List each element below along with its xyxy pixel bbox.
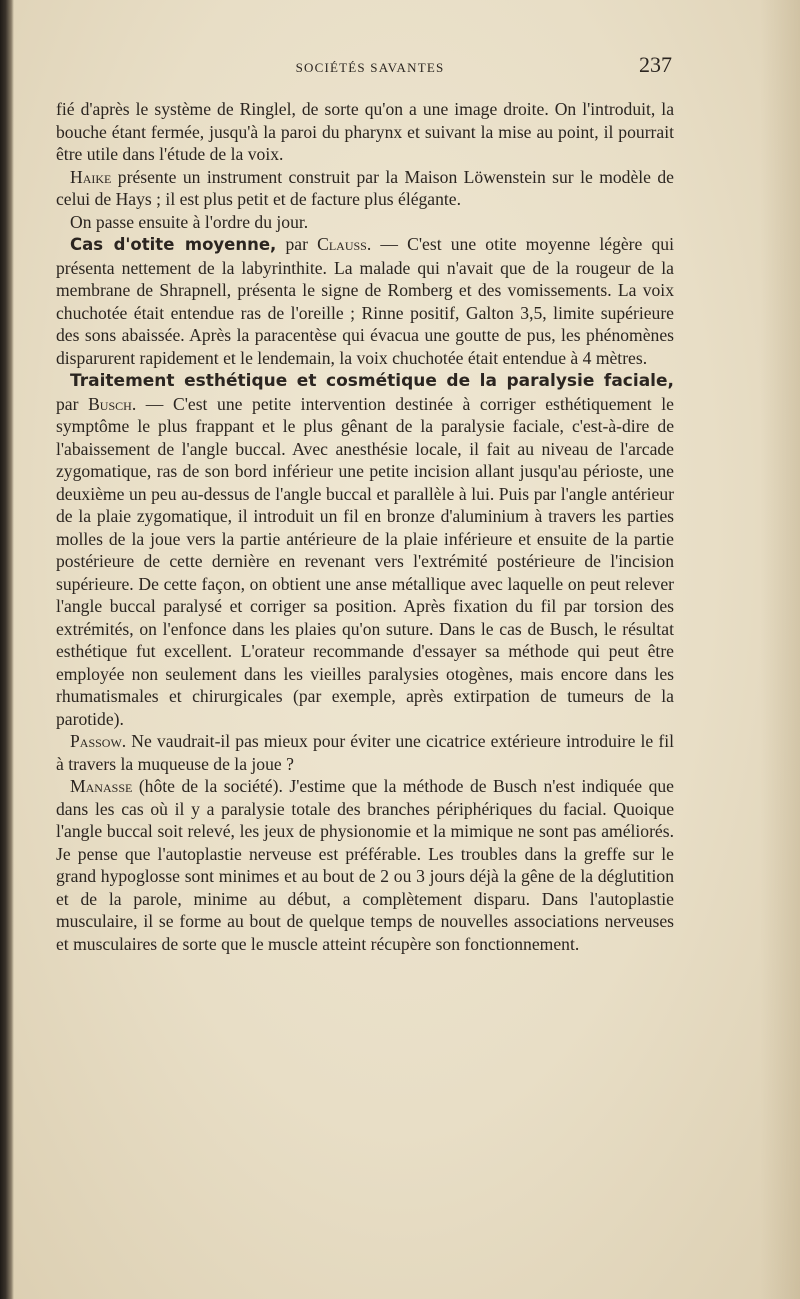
by-word: par (56, 393, 89, 414)
page-edge-tint (760, 0, 800, 1299)
running-head (60, 52, 680, 84)
paragraph-otite (56, 233, 674, 369)
paragraph-passow (56, 730, 674, 775)
author-name: Clauss (317, 234, 367, 254)
paragraph-traitement (56, 369, 674, 730)
speaker-name: Passow (70, 731, 122, 751)
paragraph-text: . — C'est une petite intervention destinée à corriger esthétiquement le symptôme le plus frappant et le plus gênant de la paralysie faciale, c'est-à-dire de l'abaissement de l'angle buccal. Avec anesthésie locale, il fait au niveau de l'arcade zygomatique, ras de son bord inférieur une petite incision allant jusqu'au périoste, une deuxième un peu au-dessus de l'angle buccal et parallèle à lui. Puis par l'angle antérieur de la plaie zygomatique, il introduit un fil en bronze d'aluminium à travers les parties molles de la joue vers la partie antérieure de la plaie inférieure et ensuite de la partie postérieure de cette dernière en revenant vers l'extrémité postérieure de l'incision supérieure. De cette façon, on obtient une anse métallique avec laquelle on peut relever l'angle buccal paralysé et corriger sa position. Après fixation du fil par torsion des extrémités, on l'enfonce dans les plaies qu'on suture. Dans le cas de Busch, le résultat esthétique fut excellent. L'orateur recommande d'essayer sa méthode qui peut être employée non seulement dans les vieilles paralysies otogènes, mais encore dans les rhumatismales et chirurgicales (par exemple, après extirpation de tumeurs de la parotide). (56, 393, 674, 729)
paragraph-text: présente un instrument construit par la Maison Löwenstein sur le modèle de celui de Hays ; il est plus petit et de facture plus élégante. (56, 166, 674, 209)
section-heading: Traitement esthétique et cosmétique de la paralysie faciale, (70, 371, 674, 391)
paragraph-agenda: On passe ensuite à l'ordre du jour. (70, 211, 309, 232)
book-spine-shadow (0, 0, 14, 1299)
paragraph-text: (hôte de la société). J'estime que la méthode de Busch n'est indiquée que dans les cas où il y a paralysie totale des branches périphériques du facial. Quoique l'angle buccal soit relevé, les jeux de physionomie et la mimique ne sont pas améliorés. Je pense que l'autoplastie nerveuse est préférable. Les troubles dans la greffe sur le grand hypoglosse sont minimes et au bout de 2 ou 3 jours déjà la gêne de la déglutition et de la parole, minime au début, a complètement disparu. Dans l'autoplastie musculaire, il se forme au bout de quelque temps de nouvelles associations nerveuses et musculaires de sorte que le muscle atteint récupère son fonctionnement. (56, 776, 674, 954)
by-word: par (276, 234, 318, 254)
speaker-name: Haike (70, 166, 112, 187)
page-number: 237 (639, 52, 672, 77)
running-title: SOCIÉTÉS SAVANTES (295, 60, 445, 75)
paragraph-continued: fié d'après le système de Ringlel, de sorte qu'on a une image droite. On l'introduit, la bouche étant fermée, jusqu'à la paroi du pharynx et suivant la mise au point, il pourrait être utile dans l'étude de la voix. (56, 99, 674, 164)
author-name: Busch (88, 393, 132, 414)
paragraph-text: . Ne vaudrait-il pas mieux pour éviter une cicatrice extérieure introduire le fil à travers la muqueuse de la joue ? (56, 731, 674, 774)
section-heading: Cas d'otite moyenne, (70, 235, 277, 254)
paragraph-haike (56, 166, 674, 211)
paragraph-manasse (56, 775, 674, 955)
paragraph-text: . — C'est une otite moyenne légère qui présenta nettement de la labyrinthite. La malade qui n'avait que de la rougeur de la membrane de Shrapnell, présenta le signe de Romberg et des vomissements. La voix chuchotée était entendue ras de l'oreille ; Rinne positif, Galton 3,5, limite supérieure des sons abaissée. Après la paracentèse qui évacua une goutte de pus, les phénomènes disparurent rapidement et le lendemain, la voix chuchotée était entendue à 4 mètres. (56, 234, 674, 368)
speaker-name: Manasse (70, 776, 133, 796)
body-text (56, 98, 674, 955)
